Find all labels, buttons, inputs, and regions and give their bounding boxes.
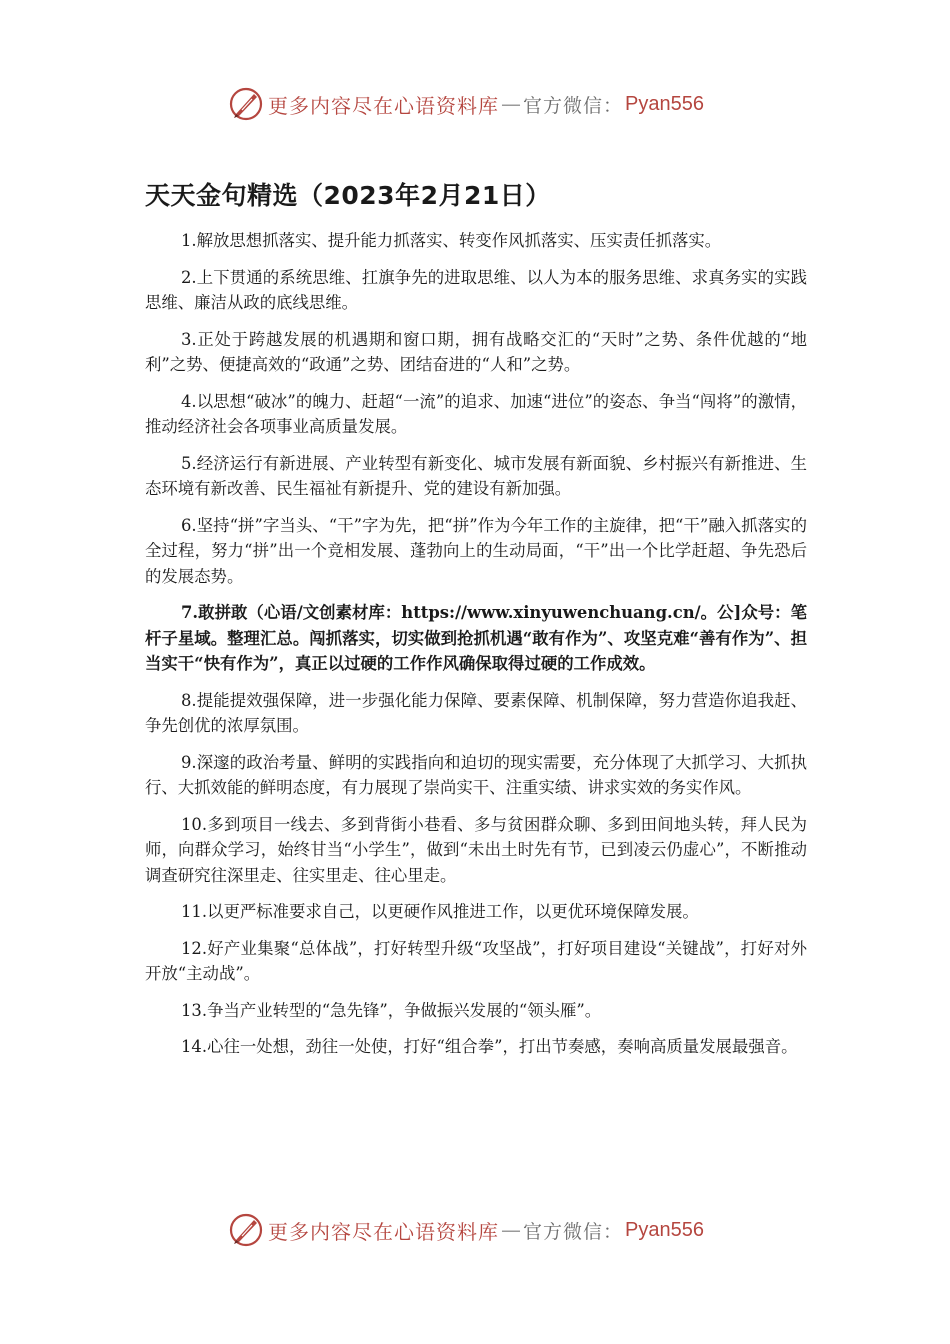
quote-paragraph: 3.正处于跨越发展的机遇期和窗口期，拥有战略交汇的“天时”之势、条件优越的“地利”之势、便捷高效的“政通”之势、团结奋进的“人和”之势。 [145,329,807,374]
quote-paragraph: 5.经济运行有新进展、产业转型有新变化、城市发展有新面貌、乡村振兴有新推进、生态环境有新改善、民生福祉有新提升、党的建设有新加强。 [145,453,807,498]
banner-wechat-label: 官方微信： [523,94,624,117]
quote-paragraph: 9.深邃的政治考量、鲜明的实践指向和迫切的现实需要，充分体现了大抓学习、大抓执行、大抓效能的鲜明态度，有力展现了崇尚实干、注重实绩、讲求实效的务实作风。 [145,752,807,797]
banner-brand-text: 更多内容尽在心语资料库 [268,93,499,118]
banner-separator: — [501,1218,521,1242]
quote-paragraph: 1.解放思想抓落实、提升能力抓落实、转变作风抓落实、压实责任抓落实。 [181,231,722,250]
banner-wechat-id: Pyan556 [625,92,704,115]
quote-paragraph: 8.提能提效强保障，进一步强化能力保障、要素保障、机制保障，努力营造你追我赶、争先创优的浓厚氛围。 [145,690,807,735]
header-watermark-banner [228,82,788,126]
banner-separator: — [501,92,521,116]
quote-paragraph: 6.坚持“拼”字当头、“干”字为先，把“拼”作为今年工作的主旋律，把“干”融入抓落实的全过程，努力“拼”出一个竞相发展、蓬勃向上的生动局面，“干”出一个比学赶超、争先恐后的发展态势。 [145,515,807,586]
quote-paragraph: 14.心往一处想，劲往一处使，打好“组合拳”，打出节奏感，奏响高质量发展最强音。 [181,1037,798,1056]
quote-paragraph: 12.好产业集聚“总体战”，打好转型升级“攻坚战”，打好项目建设“关键战”，打好对外开放“主动战”。 [145,938,807,983]
document-title: 天天金句精选（2023年2月21日） [145,181,551,210]
footer-watermark-banner [228,1208,788,1252]
banner-wechat-label: 官方微信： [523,1220,624,1243]
banner-brand-text: 更多内容尽在心语资料库 [268,1219,499,1244]
quill-pen-icon [228,86,264,122]
quote-list [145,228,807,1071]
quote-paragraph: 2.上下贯通的系统思维、扛旗争先的进取思维、以人为本的服务思维、求真务实的实践思维、廉洁从政的底线思维。 [145,267,807,312]
quote-paragraph: 4.以思想“破冰”的魄力、赶超“一流”的追求、加速“进位”的姿态、争当“闯将”的激情，推动经济社会各项事业高质量发展。 [145,391,807,436]
quote-paragraph: 11.以更严标准要求自己，以更硬作风推进工作，以更优环境保障发展。 [181,902,699,921]
quill-pen-icon [228,1212,264,1248]
banner-wechat-id: Pyan556 [625,1218,704,1241]
quote-paragraph: 10.多到项目一线去、多到背街小巷看、多与贫困群众聊、多到田间地头转，拜人民为师，向群众学习，始终甘当“小学生”，做到“未出土时先有节，已到凌云仍虚心”，不断推动调查研究往深里走、往实里走、往心里走。 [145,814,807,885]
quote-paragraph: 13.争当产业转型的“急先锋”，争做振兴发展的“领头雁”。 [181,1000,602,1020]
quote-paragraph-highlighted: 7.敢拼敢（心语/文创素材库：https://www.xinyuwenchuang.cn/。公]众号：笔杆子星域。整理汇总。闯抓落实，切实做到抢抓机遇“敢有作为”、攻坚克难“善有作为”、担当实干“快有作为”，真正以过硬的工作作风确保取得过硬的工作成效。 [145,603,807,673]
